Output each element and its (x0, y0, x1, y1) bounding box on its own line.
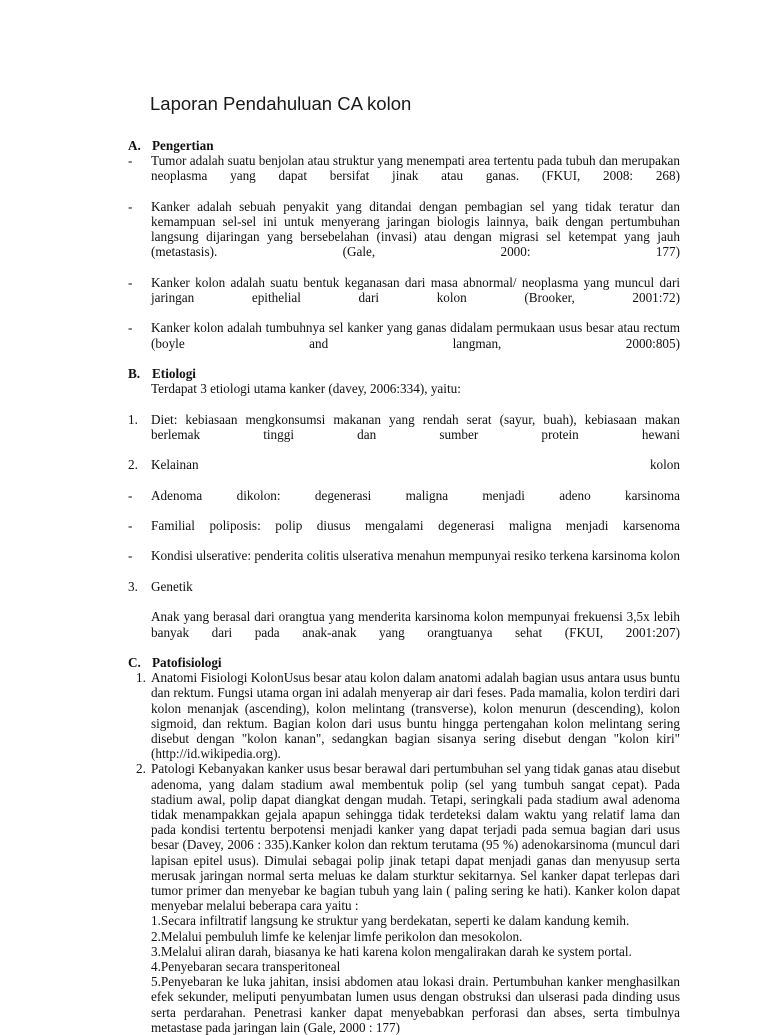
list-item (128, 320, 680, 366)
section-heading-text: Pengertian (152, 138, 214, 153)
sub-list-item (128, 518, 680, 548)
bullet-dash: - (128, 320, 133, 336)
sub-list-item (128, 488, 680, 518)
section-heading-pengertian (128, 138, 680, 153)
bullet-dash: - (128, 274, 133, 290)
document-body (128, 138, 680, 1035)
section-heading-text: Etiologi (152, 366, 196, 382)
section-intro: Terdapat 3 etiologi utama kanker (davey, 2006:334), yaitu: (151, 381, 461, 397)
list-item (136, 670, 680, 761)
sub-list-item-text: Familial poliposis: polip diusus mengalami degenerasi maligna menjadi karsenoma (151, 518, 680, 534)
list-number: 2. (128, 457, 138, 473)
bullet-dash: - (128, 487, 133, 503)
section-heading-text: Patofisiologi (152, 654, 222, 670)
sub-list-item-text: Adenoma dikolon: degenerasi maligna menjadi adeno karsinoma (151, 487, 680, 503)
bullet-dash: - (128, 198, 133, 214)
list-number: 3. (128, 578, 138, 594)
list-item (128, 275, 680, 321)
section-heading-etiologi (128, 366, 680, 381)
list-item-text: Kelainan kolon (151, 457, 680, 473)
list-item (128, 412, 680, 458)
list-item-text: Kanker adalah sebuah penyakit yang ditandai dengan pembagian sel yang tidak teratur dan kemampuan sel-sel ini untuk menyerang jaringan biologis lainnya, baik dengan pertumbuhan langsung dijaringan yang bersebelahan (invasi) atau dengan migrasi sel ketempat yang jauh (metastasis). (Gale, 2000: 177) (151, 198, 680, 260)
list-item (128, 199, 680, 275)
sub-list-item (128, 548, 680, 578)
page-title: Laporan Pendahuluan CA kolon (150, 93, 412, 114)
paragraph-patologi: Patologi Kebanyakan kanker usus besar berawal dari pertumbuhan sel yang tidak ganas atau disebut adenoma, yang dalam stadium awal membentuk polip (sel yang tumbuh sangat cepat). Pada stadium awal, polip dapat diangkat dengan mudah. Tetapi, seringkali pada stadium awal adenoma tidak menampakkan gejala apapun sehingga tidak terdeteksi dalam waktu yang relatif lama dan pada kondisi tertentu berpotensi menjadi kanker yang dapat terjadi pada semua bagian dari usus besar (Davey, 2006 : 335).Kanker kolon dan rektum terutama (95 %) adenokarsinoma (muncul dari lapisan epitel usus). Dimulai sebagai polip jinak tetapi dapat menjadi ganas dan menyusup serta merusak jaringan normal serta meluas ke dalam sturktur sekitarnya. Sel kanker dapat terlepas dari tumor primer dan menyebar ke bagian tubuh yang lain ( paling sering ke hati). Kanker kolon dapat menyebar melalui beberapa cara yaitu : (151, 761, 680, 914)
spread-item: 2.Melalui pembuluh limfe ke kelenjar limfe perikolon dan mesokolon. (151, 928, 523, 944)
list-item (128, 457, 680, 487)
list-item-text: Kanker kolon adalah suatu bentuk keganasan dari masa abnormal/ neoplasma yang muncul dari jaringan epithelial dari kolon (Brooker, 2001:72) (151, 274, 680, 306)
spread-item: 4.Penyebaran secara transperitoneal (151, 958, 341, 974)
list-item-text: Diet: kebiasaan mengkonsumsi makanan yang rendah serat (sayur, buah), kebiasaan makan berlemak tinggi dan sumber protein hewani (151, 411, 680, 442)
spread-item: 3.Melalui aliran darah, biasanya ke hati karena kolon mengalirakan darah ke system portal. (151, 943, 632, 959)
section-heading-patofisiologi (128, 655, 680, 670)
list-number: 2. (136, 761, 146, 777)
list-item-text: Tumor adalah suatu benjolan atau struktur yang menempati area tertentu pada tubuh dan merupakan neoplasma yang dapat bersifat jinak atau ganas. (FKUI, 2008: 268) (151, 153, 680, 184)
section-marker: B. (128, 366, 141, 382)
bullet-dash: - (128, 153, 133, 169)
list-number: 1. (128, 411, 138, 427)
paragraph-anatomi: Anatomi Fisiologi KolonUsus besar atau kolon dalam anatomi adalah bagian usus antara usus buntu dan rektum. Fungsi utama organ ini adalah menyerap air dari feses. Pada mamalia, kolon terdiri dari kolon menanjak (ascending), kolon melintang (transverse), kolon menurun (descending), kolon sigmoid, dan rektum. Bagian kolon dari usus buntu hingga pertengahan kolon melintang sering disebut dengan "kolon kanan", sedangkan bagian sisanya sering disebut dengan "kolon kiri" (http://id.wikipedia.org). (151, 670, 680, 762)
list-item (136, 761, 680, 913)
list-item-text: Kanker kolon adalah tumbuhnya sel kanker yang ganas didalam permukaan usus besar atau rectum (boyle and langman, 2000:805) (151, 320, 680, 351)
genetik-detail: Anak yang berasal dari orangtua yang menderita karsinoma kolon mempunyai frekuensi 3,5x lebih banyak dari pada anak-anak yang orangtuanya sehat (FKUI, 2001:207) (151, 609, 680, 640)
spread-item: 5.Penyebaran ke luka jahitan, insisi abdomen atau lokasi drain. Pertumbuhan kanker menghasilkan efek sekunder, meliputi penyumbatan lumen usus dengan obstruksi dan ulserasi pada dinding usus serta perdarahan. Penetrasi kanker dapat menyebabkan perforasi dan abses, serta timbulnya metastase pada jaringan lain (Gale, 2000 : 177) (151, 974, 680, 1035)
list-item (128, 579, 680, 609)
list-item (128, 153, 680, 199)
bullet-dash: - (128, 548, 133, 564)
bullet-dash: - (128, 518, 133, 534)
sub-list-item-text: Kondisi ulserative: penderita colitis ulserativa menahun mempunyai resiko terkena karsinoma kolon (151, 548, 680, 564)
list-item-text: Genetik (151, 578, 193, 594)
section-marker: C. (128, 654, 141, 670)
section-marker: A. (128, 138, 141, 153)
spread-item: 1.Secara infiltratif langsung ke struktur yang berdekatan, seperti ke dalam kandung kemih. (151, 913, 630, 929)
list-number: 1. (136, 670, 146, 686)
